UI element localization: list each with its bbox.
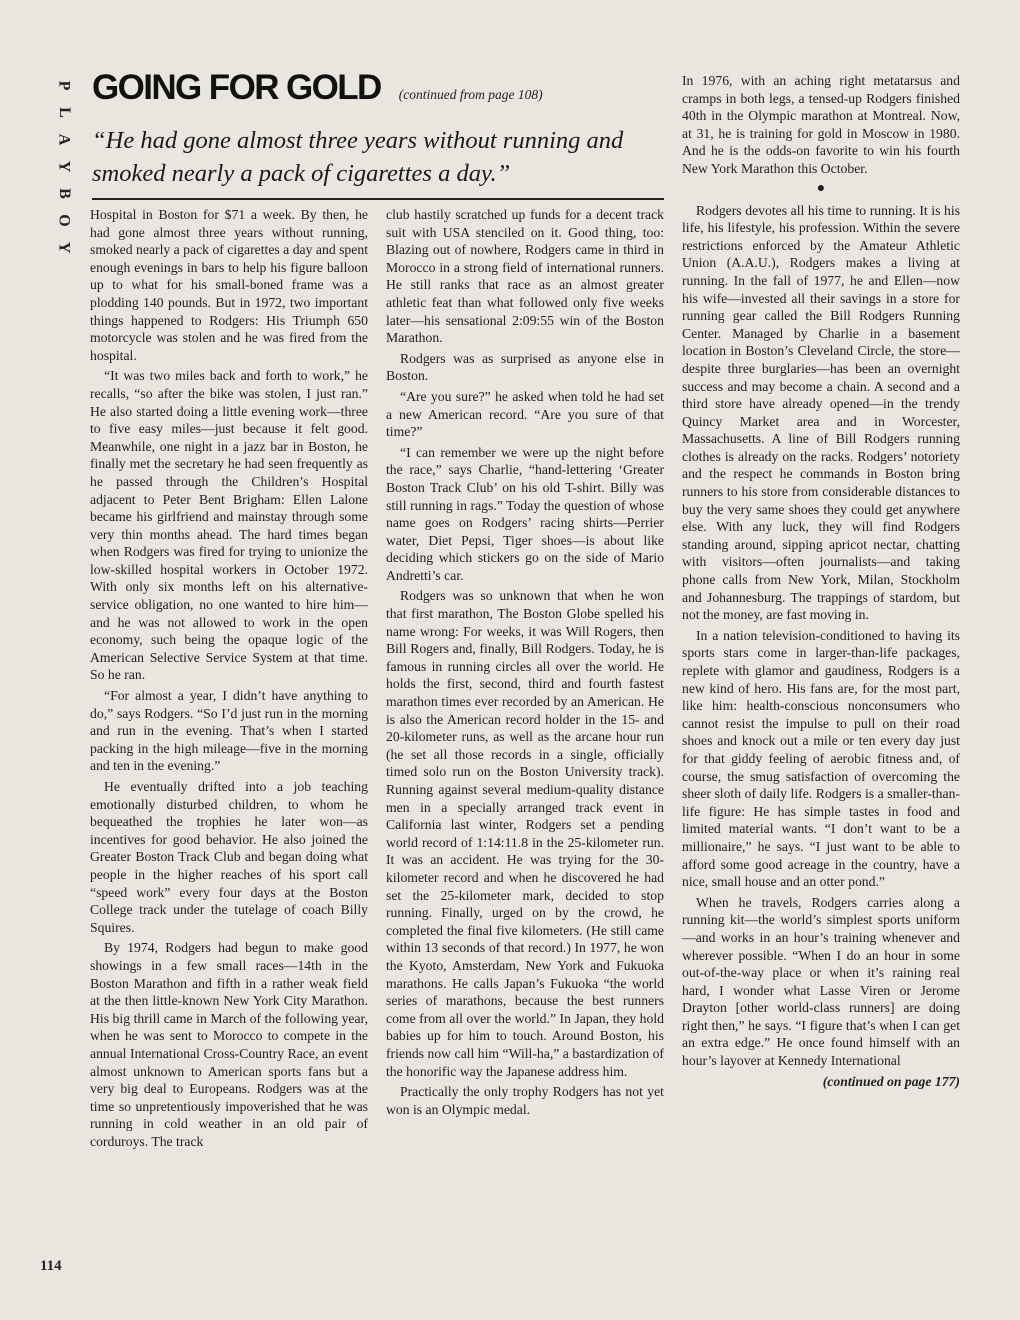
paragraph: “I can remember we were up the night before the race,” says Charlie, “hand-lettering ‘Greater Boston Track Club’ on his old T-shirt. Billy was still running in rags.” Today the question of whose name goes on Rodgers’ racing shirts—Perrier water, Diet Pepsi, Tiger shoes—is about like deciding which stickers go on the side of Mario Andretti’s car. <box>386 444 664 583</box>
paragraph: club hastily scratched up funds for a decent track suit with USA stenciled on it. Good thing, too: Blazing out of nowhere, Rodgers came in third in Morocco in a strong field of international runners. He still ranks that race as an almost greater athletic feat than what followed only five weeks later—his sensational 2:09:55 win of the Boston Marathon. <box>386 207 664 346</box>
magazine-side-logo <box>52 72 76 261</box>
text-column-1 <box>90 206 368 1153</box>
paragraph: “It was two miles back and forth to work,” he recalls, “so after the bike was stolen, I just ran.” He also started doing a little evening work—three to five easy miles—just because it felt good. Meanwhile, one night in a jazz bar in Boston, he finally met the secretary he had seen frequently as he passed through the Children’s Hospital adjacent to Peter Bent Brigham: Ellen Lalone became his girlfriend and mainstay through some very thin months ahead. The hard times began when Rodgers was fired for trying to unionize the low-skilled hospital workers in October 1972. With only six months left on his alternative-service obligation, no one wanted to hire him—and he was not allowed to work in the open economy, such being the opaque logic of the American Selective Service System at that time. So he ran. <box>90 368 368 683</box>
paragraph: “Are you sure?” he asked when told he had set a new American record. “Are you sure of that time?” <box>386 388 664 440</box>
logo-letter: B <box>55 188 73 199</box>
text-column-3 <box>682 72 960 1090</box>
text-column-2 <box>386 206 664 1121</box>
logo-letter: L <box>55 107 73 118</box>
article-title: GOING FOR GOLD <box>92 68 381 107</box>
paragraph: Practically the only trophy Rodgers has not yet won is an Olympic medal. <box>386 1084 664 1117</box>
page-number: 114 <box>40 1258 62 1274</box>
paragraph: In 1976, with an aching right metatarsus and cramps in both legs, a tensed-up Rodgers finished 40th in the Olympic marathon at Montreal. Now, at 31, he is training for gold in Moscow in 1980. And he is the odds-on favorite to win his fourth New York Marathon this October. <box>682 73 960 176</box>
paragraph: Rodgers was as surprised as anyone else in Boston. <box>386 350 664 384</box>
logo-letter: P <box>55 80 73 91</box>
article-header <box>92 68 664 200</box>
paragraph: Hospital in Boston for $71 a week. By then, he had gone almost three years without running, smoked nearly a pack of cigarettes a day and spent enough evenings in bars to help his figure balloon up to what for his small-boned frame was a plodding 140 pounds. But in 1972, two important things happened to Rodgers: His Triumph 650 motorcycle was stolen and he was fired from the hospital. <box>90 207 368 363</box>
logo-letter: O <box>55 214 73 227</box>
pull-quote: “He had gone almost three years without running and smoked nearly a pack of cigarettes a day.” <box>92 124 664 200</box>
logo-letter: Y <box>55 160 73 173</box>
title-row <box>92 68 664 108</box>
section-divider-bullet: ● <box>816 180 826 196</box>
paragraph: “For almost a year, I didn’t have anything to do,” says Rodgers. “So I’d just run in the morning and run in the evening. That’s when I started packing in the high mileage—five in the morning and ten in the evening.” <box>90 688 368 774</box>
paragraph: Rodgers was so unknown that when he won that first marathon, The Boston Globe spelled his name wrong: For weeks, it was Will Rogers, then Bill Rogers and, finally, Bill Rodgers. Today, he is famous in running circles all over the world. He holds the first, second, third and fourth fastest marathon times ever recorded by an American. He is also the American record holder in the 15- and 20-kilometer runs, as well as the arcane hour run (he set all those records in a single, officially timed solo run on the Boston University track). Running against several medium-quality distance men in a specially arranged track event in California last winter, Rodgers set a pending world record of 1:14:11.8 in the 25-kilometer run. It was an accident. He was trying for the 30-kilometer record and when he discovered he had set the 25-kilometer mark, decided to stop running. Finally, urged on by the crowd, he completed the final five kilometers. (He still came within 13 seconds of that record.) In 1977, he won the Kyoto, Amsterdam, New York and Fukuoka marathons. He calls Japan’s Fukuoka “the world series of marathons, because the best runners come from all over the world.” In Japan, they hold babies up for him to touch. Around Boston, his friends now call him “Will-ha,” a bastardization of the honorific way the Japanese address him. <box>386 588 664 1079</box>
logo-letter: Y <box>55 241 73 254</box>
paragraph: In a nation television-conditioned to having its sports stars come in larger-than-life packages, replete with glamor and gaudiness, Rodgers is a new kind of hero. His fans are, for the most part, like him: health-conscious nonconsumers who cannot resist the impulse to pull on their road shoes and knock out a mile or ten every day just for that giddy feeling of aerobic fitness and, of course, the smug satisfaction of overcoming the sheer sloth of daily life. Rodgers is a smaller-than-life figure: He has simple tastes in food and limited material wants. “I don’t want to be a millionaire,” he says. “I just want to be able to afford some good acreage in the country, have a nice, small house and an otter pond.” <box>682 627 960 890</box>
continued-from-note: (continued from page 108) <box>398 87 543 102</box>
continued-on-note: (continued on page 177) <box>822 1073 960 1089</box>
paragraph: By 1974, Rodgers had begun to make good showings in a few small races—14th in the Boston Marathon and fifth in a rather weak field at the then little-known New York City Marathon. His big thrill came in March of the following year, when he was sent to Morocco to compete in the annual International Cross-Country Race, an event almost unknown to American sports fans but a very big deal to Europeans. Rodgers was at the time so unpretentiously impoverished that he was running in cold weather in an old pair of corduroys. The track <box>90 940 368 1149</box>
paragraph: When he travels, Rodgers carries along a running kit—the world’s simplest sports uniform—and works in an hour’s training whenever and wherever possible. “When I do an hour in some out-of-the-way place or when it’s raining real hard, I wonder what Lasse Viren or Jerome Drayton [other world-class runners] are doing right then,” he says. “I figure that’s when I can get an extra edge.” He once found himself with an hour’s layover at Kennedy International <box>682 894 960 1069</box>
logo-letter: A <box>55 133 73 146</box>
paragraph: He eventually drifted into a job teaching emotionally disturbed children, to whom he bequeathed the trophies he later won—as incentives for good behavior. He also joined the Greater Boston Track Club and began doing what people in the higher reaches of his sport call “speed work” every four days at the Boston College track under the tutelage of coach Billy Squires. <box>90 779 368 935</box>
paragraph: Rodgers devotes all his time to running. It is his life, his lifestyle, his profession. Within the severe restrictions enforced by the Amateur Athletic Union (A.A.U.), Rodgers makes a living at running. In the fall of 1977, he and Ellen—now his wife—invested all their savings in a store for running gear called the Bill Rodgers Running Center. Managed by Charlie in a basement location in Boston’s Cleveland Circle, the store—despite three burglaries—has been an overnight success and may become a chain. A second and a third store have already opened—in the trendy Quincy Market area and in Worcester, Massachusetts. A line of Bill Rodgers running clothes is already on the racks. Rodgers’ notoriety and the respect he commands in Boston bring runners to his store from considerable distances to buy the very same shoes they could get anywhere else. With any luck, they will find Rodgers standing around, sipping apricot nectar, chatting with visitors—often journalists—and taking phone calls from New York, Milan, Stockholm and Johannesburg. The trappings of stardom, but not the money, are fast moving in. <box>682 202 960 623</box>
